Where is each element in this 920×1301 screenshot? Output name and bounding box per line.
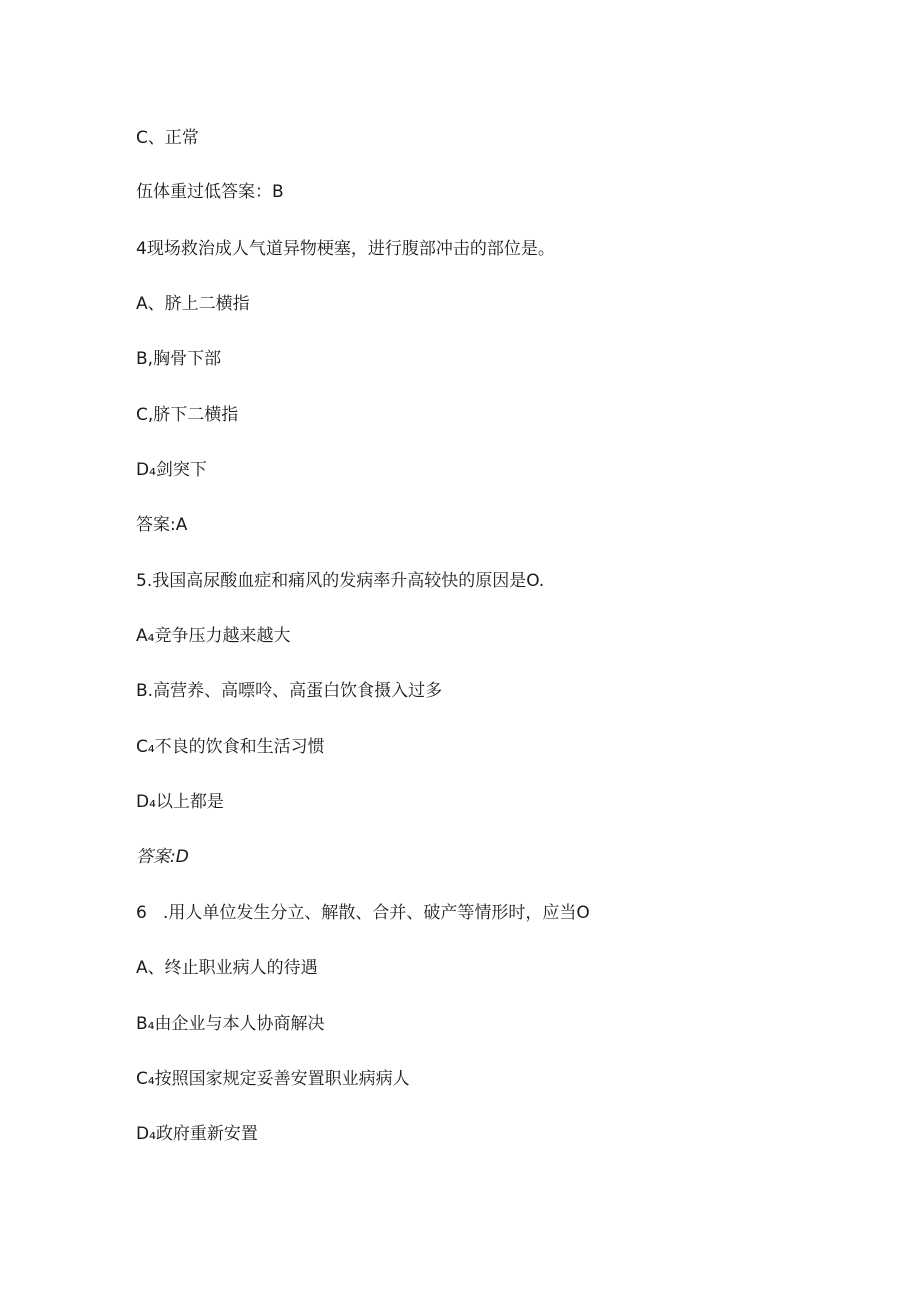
q5-option-d: D₄以上都是 — [136, 792, 224, 812]
q4-option-d: D₄剑突下 — [136, 460, 207, 480]
option-c-normal: C、正常 — [136, 128, 199, 148]
q6-option-a: A、终止职业病人的待遇 — [136, 958, 318, 978]
q6-option-d: D₄政府重新安置 — [136, 1124, 258, 1144]
question-6: 6 .用人单位发生分立、解散、合并、破产等情形时，应当O — [136, 903, 590, 923]
q4-option-a: A、脐上二横指 — [136, 294, 250, 314]
question-5: 5.我国高尿酸血症和痛风的发病率升高较快的原因是O. — [136, 571, 545, 591]
q4-answer: 答案:A — [136, 515, 188, 535]
question-4: 4现场救治成人气道异物梗塞，进行腹部冲击的部位是。 — [136, 239, 555, 259]
q5-option-c: C₄不良的饮食和生活习惯 — [136, 737, 325, 757]
q5-option-b: B.高营养、高嘌呤、高蛋白饮食摄入过多 — [136, 681, 443, 701]
q6-option-b: B₄由企业与本人协商解决 — [136, 1014, 325, 1034]
q5-answer: 答案:D — [136, 847, 189, 867]
q5-option-a: A₄竞争压力越来越大 — [136, 626, 291, 646]
q6-option-c: C₄按照国家规定妥善安置职业病病人 — [136, 1069, 410, 1089]
q4-option-c: C,脐下二横指 — [136, 405, 239, 425]
q4-option-b: B,胸骨下部 — [136, 349, 222, 369]
option-d-and-answer: 伍体重过低答案：B — [136, 182, 284, 202]
